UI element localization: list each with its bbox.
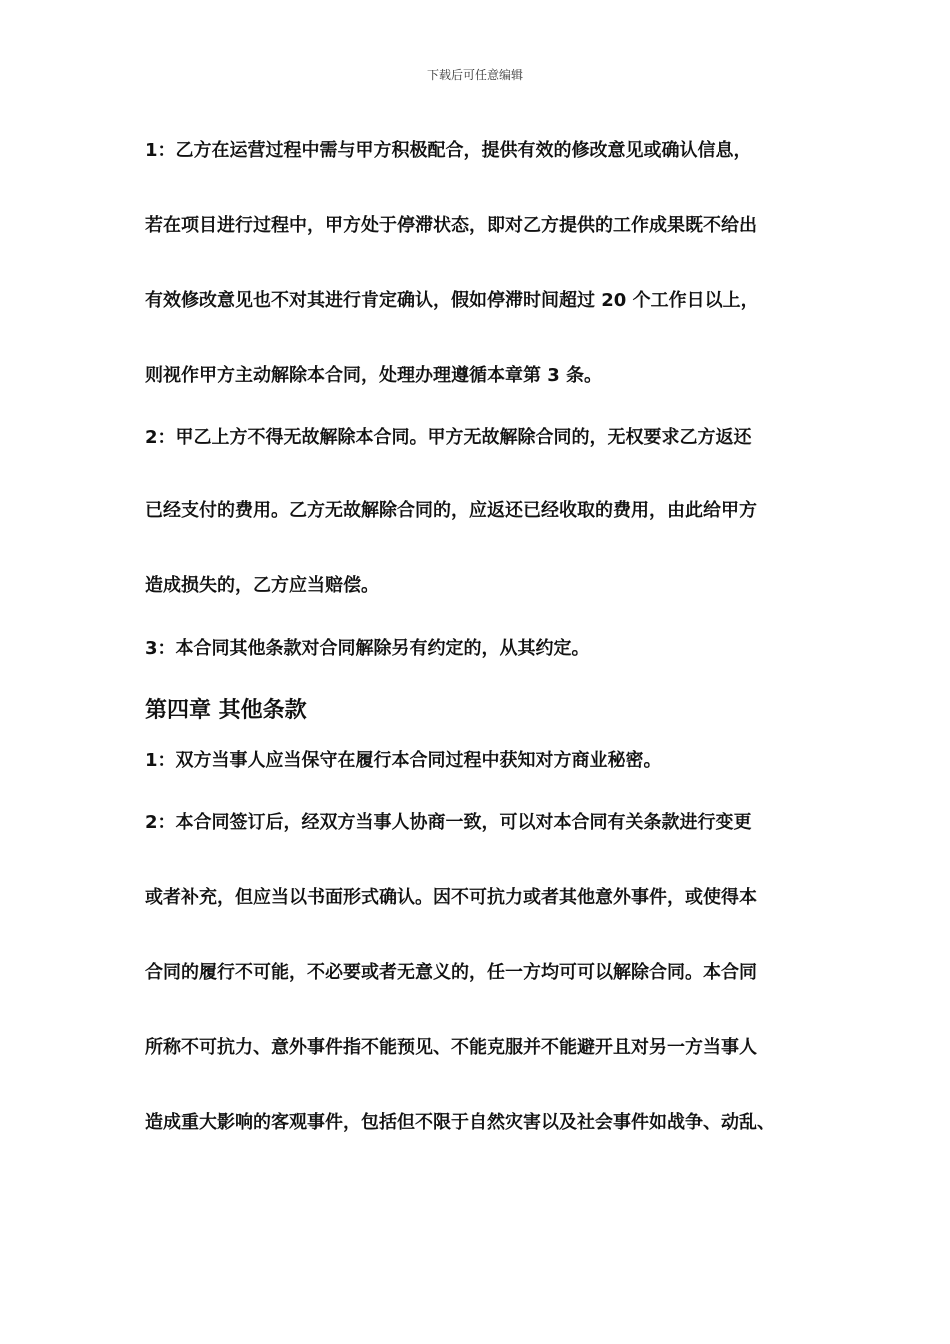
page-header-note: 下载后可任意编辑: [426, 68, 523, 82]
clause-line: 1：双方当事人应当保守在履行本合同过程中获知对方商业秘密。: [145, 750, 662, 771]
clause-line: 已经支付的费用。乙方无故解除合同的，应返还已经收取的费用，由此给甲方: [145, 500, 757, 521]
clause-line: 若在项目进行过程中，甲方处于停滞状态，即对乙方提供的工作成果既不给出: [145, 215, 757, 236]
clause-line: 则视作甲方主动解除本合同，处理办理遵循本章第 3 条。: [145, 365, 603, 386]
clause-line: 造成重大影响的客观事件，包括但不限于自然灾害以及社会事件如战争、动乱、: [145, 1112, 775, 1133]
clause-line: 2：本合同签订后，经双方当事人协商一致，可以对本合同有关条款进行变更: [145, 812, 752, 833]
clause-line: 合同的履行不可能，不必要或者无意义的，任一方均可可以解除合同。本合同: [145, 962, 757, 983]
clause-line: 3：本合同其他条款对合同解除另有约定的，从其约定。: [145, 638, 590, 659]
clause-line: 造成损失的，乙方应当赔偿。: [145, 575, 379, 596]
clause-line: 1：乙方在运营过程中需与甲方积极配合，提供有效的修改意见或确认信息，: [145, 140, 752, 161]
chapter-heading: 第四章 其他条款: [145, 698, 307, 723]
clause-line: 所称不可抗力、意外事件指不能预见、不能克服并不能避开且对另一方当事人: [145, 1037, 757, 1058]
clause-line: 2：甲乙上方不得无故解除本合同。甲方无故解除合同的，无权要求乙方返还: [145, 427, 752, 448]
clause-line: 有效修改意见也不对其进行肯定确认，假如停滞时间超过 20 个工作日以上，: [145, 290, 759, 311]
clause-line: 或者补充，但应当以书面形式确认。因不可抗力或者其他意外事件，或使得本: [145, 887, 757, 908]
